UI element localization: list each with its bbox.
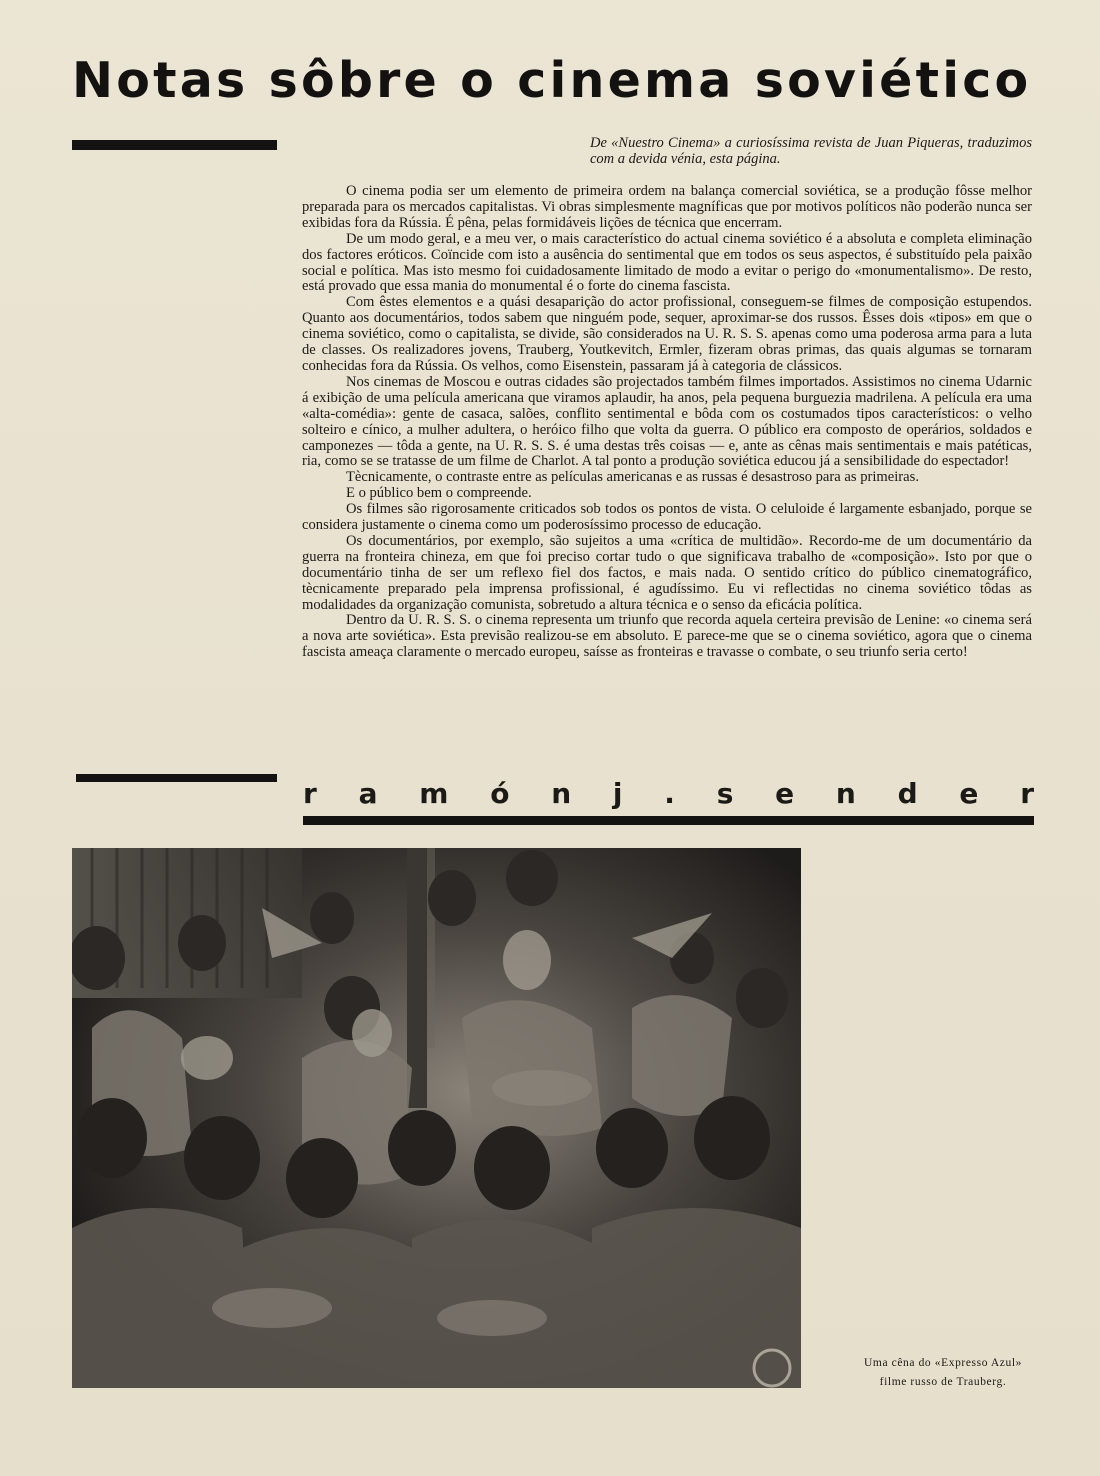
- article-title: Notas sôbre o cinema soviético: [72, 52, 1032, 109]
- paragraph: Dentro da U. R. S. S. o cinema representa um triunfo que recorda aquela certeira previsão de Lenine: «o cinema será a nova arte soviética». Esta previsão realizou-se em absoluto. E parece-me que se o cinema soviético, agora que o cinema fascista ameaça claramente o mercado europeu, saísse as fronteiras e travasse o combate, o seu triunfo seria certo!: [302, 612, 1032, 661]
- author-rule: [303, 816, 1034, 825]
- paragraph: Os filmes são rigorosamente criticados sob todos os pontos de vista. O celuloide é largamente esbanjado, porque se considera justamente o cinema como um poderosíssimo processo de educação.: [302, 501, 1032, 534]
- byline-rule-left: [76, 774, 277, 782]
- paragraph: O cinema podia ser um elemento de primeira ordem na balança comercial soviética, se a produção fôsse melhor preparada para os mercados capitalistas. Vi obras simplesmente magníficas que por motivos políticos não poderão nunca ser exibidas fora da Rússia. É pêna, pelas formidáveis lições de técnica que encerram.: [302, 183, 1032, 231]
- paragraph: Com êstes elementos e a quási desaparição do actor profissional, conseguem-se filmes de composição estupendos. Quanto aos documentários, todos sabem que ninguém pode, sequer, aproximar-se dos russos. Êsses dois «tipos» em que o cinema soviético, como o capitalista, se divide, são considerados na U. R. S. S. apenas como uma poderosa arma para a luta de classes. Os realizadores jovens, Trauberg, Youtkevitch, Ermler, fizeram obras primas, das quais algumas se tornaram conhecidas fora da Rússia. Os velhos, como Eisenstein, passaram já à categoria de clássicos.: [302, 294, 1032, 374]
- paragraph: E o público bem o compreende.: [346, 485, 532, 502]
- paragraph: Nos cinemas de Moscou e outras cidades são projectados também filmes importados. Assistimos no cinema Udarnic á exibição de uma película americana que viramos aplaudir, ha anos, pela pequena burguezia madrilena. A película era uma «alta-comédia»: gente de casaca, salões, conflito sentimental e bôda com os costumados tipos característicos: o velho solteiro e cínico, a mulher adultera, o heróico filho que volta da guerra. O público era composto de operários, soldados e camponezes — tôda a gente, na U. R. S. S. é uma destas três coisas — e, ante as cênas mais sentimentais e mais patéticas, ria, como se se tratasse de um filme de Charlot. A tal ponto a produção soviética educou já a sensibilidade do espectador!: [302, 373, 1032, 470]
- paragraph: Os documentários, por exemplo, são sujeitos a uma «crítica de multidão». Recordo-me de um documentário da guerra na fronteira chineza, em que foi preciso cortar tudo o que significava trabalho de «composição». Isto por que o documentário tinha de ser um reflexo fiel dos factos, e mais nada. O sentido crítico do público cinematográfico, tècnicamente preparado pela imprensa profissional, é agudíssimo. Eu vi reflectidas no cinema soviético tôdas as modalidades da organização comunista, sobretudo a altura técnica e o senso da eficácia política.: [302, 532, 1032, 613]
- caption-line: filme russo de Trauberg.: [879, 1376, 1007, 1388]
- author-letter: e: [959, 777, 979, 810]
- author-letter: a: [358, 777, 378, 810]
- title-rule: [72, 140, 277, 150]
- article-body: [302, 184, 1032, 661]
- film-still-photo: [72, 848, 801, 1388]
- author-letter: d: [897, 777, 918, 810]
- author-letter: e: [775, 777, 795, 810]
- author-letter: .: [664, 777, 675, 810]
- author-letter: n: [835, 777, 856, 810]
- paragraph: Tècnicamente, o contraste entre as películas americanas e as russas é desastroso para as primeiras.: [346, 469, 919, 486]
- author-letter: j: [612, 777, 623, 810]
- author-byline: [303, 777, 1034, 810]
- caption-line: Uma cêna do «Expresso Azul»: [864, 1357, 1022, 1369]
- author-letter: ó: [490, 777, 510, 810]
- author-letter: m: [419, 777, 449, 810]
- photo-caption: [836, 1354, 1050, 1392]
- author-letter: r: [303, 777, 317, 810]
- film-still-illustration: [72, 848, 801, 1388]
- article-intro: De «Nuestro Cinema» a curiosíssima revista de Juan Piqueras, traduzimos com a devida vénia, esta página.: [590, 135, 1032, 167]
- author-letter: r: [1020, 777, 1034, 810]
- author-letter: s: [716, 777, 734, 810]
- author-letter: n: [551, 777, 572, 810]
- paragraph: De um modo geral, e a meu ver, o mais característico do actual cinema soviético é a absoluta e completa eliminação dos factores eróticos. Coïncide com isto a ausência do sentimental que em todos os seus aspectos, é substituído pela paixão social e política. Mas isto mesmo foi cuidadosamente limitado de modo a evitar o perigo do «monumentalismo». De resto, está provado que essa mania do monumental é o forte do cinema fascista.: [302, 230, 1032, 295]
